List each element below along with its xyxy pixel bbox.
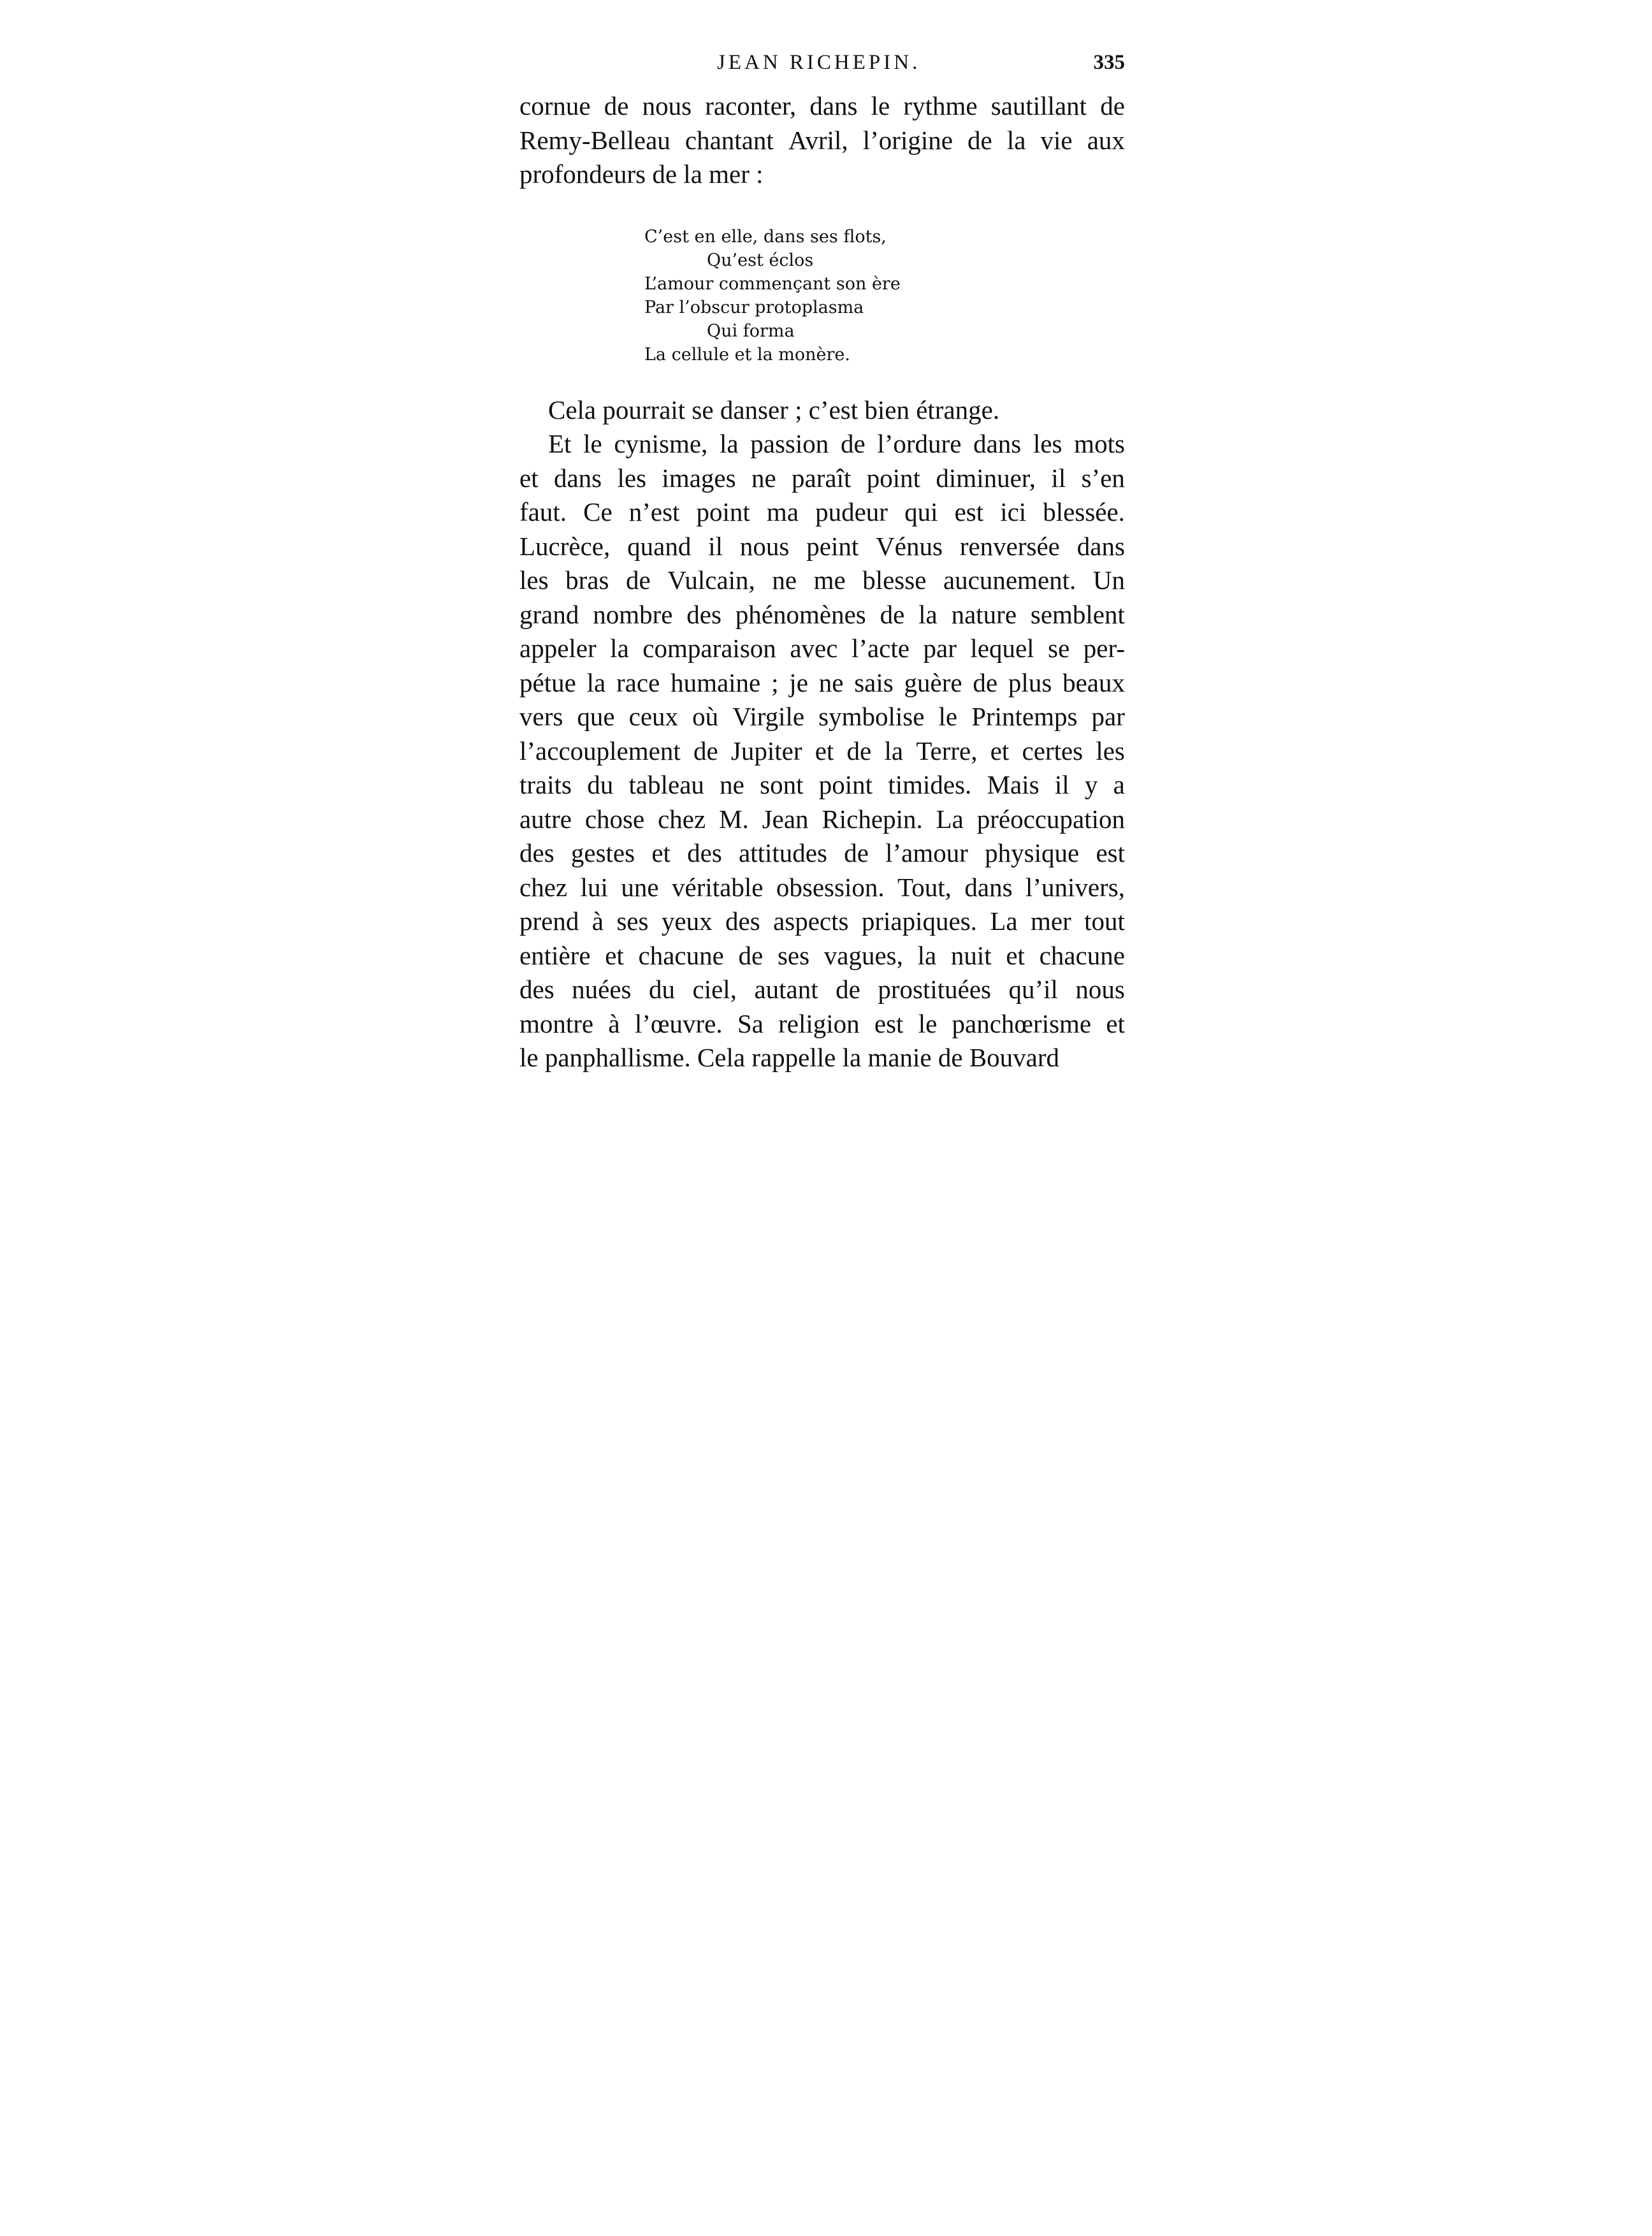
text-line: l’accouplement de Jupiter et de la Terre, et certes les xyxy=(519,736,1125,766)
text-line: traits du tableau ne sont point timides. Mais il y a xyxy=(519,770,1125,799)
text-line: Remy-Belleau chantant Avril, l’origine de la vie aux xyxy=(519,125,1125,155)
text-line: grand nombre des phénomènes de la nature semblent xyxy=(519,599,1125,629)
text-line: chez lui une véritable obsession. Tout, dans l’univers, xyxy=(519,872,1125,902)
body-paragraph xyxy=(519,427,1125,1075)
running-title: JEAN RICHEPIN. xyxy=(717,51,921,74)
text-line: le panphallisme. Cela rappelle la manie de Bouvard xyxy=(519,1043,1060,1072)
verse-line: C’est en elle, dans ses flots, xyxy=(644,226,887,247)
verse-line: Qui forma xyxy=(707,321,795,341)
text-block xyxy=(519,89,1125,1075)
text-line: Et le cynisme, la passion de l’ordure dans les mots xyxy=(548,429,1125,458)
text-line: des nuées du ciel, autant de prostituées qu’il nous xyxy=(519,975,1125,1004)
text-line: et dans les images ne paraît point diminuer, il s’en xyxy=(519,463,1125,493)
remark-paragraph xyxy=(519,393,1125,428)
text-line: entière et chacune de ses vagues, la nuit et chacune xyxy=(519,940,1125,970)
text-line: profondeurs de la mer : xyxy=(519,159,764,189)
running-head xyxy=(519,51,1125,89)
text-line: faut. Ce n’est point ma pudeur qui est ici blessée. xyxy=(519,497,1125,526)
verse-line: La cellule et la monère. xyxy=(644,344,850,365)
page-number: 335 xyxy=(1093,51,1125,74)
text-line: pétue la race humaine ; je ne sais guère de plus beaux xyxy=(519,667,1125,697)
text-line: montre à l’œuvre. Sa religion est le panchœrisme et xyxy=(519,1008,1125,1038)
text-line: Lucrèce, quand il nous peint Vénus renversée dans xyxy=(519,531,1125,561)
text-line: des gestes et des attitudes de l’amour physique est xyxy=(519,838,1125,868)
text-line: Cela pourrait se danser ; c’est bien étrange. xyxy=(548,395,1000,425)
text-line: les bras de Vulcain, ne me blesse aucunement. Un xyxy=(519,565,1125,595)
text-line: prend à ses yeux des aspects priapiques. La mer tout xyxy=(519,906,1125,936)
text-line: vers que ceux où Virgile symbolise le Printemps par xyxy=(519,702,1125,731)
verse-line: Par l’obscur protoplasma xyxy=(644,297,864,317)
text-line: autre chose chez M. Jean Richepin. La préoccupation xyxy=(519,804,1125,834)
text-line: appeler la comparaison avec l’acte par lequel se per- xyxy=(519,634,1125,663)
verse-quotation xyxy=(644,225,1125,367)
intro-paragraph xyxy=(519,89,1125,192)
text-line: cornue de nous raconter, dans le rythme sautillant de xyxy=(519,91,1125,120)
verse-line: Qu’est éclos xyxy=(707,250,814,270)
verse-line: L’amour commençant son ère xyxy=(644,273,901,294)
